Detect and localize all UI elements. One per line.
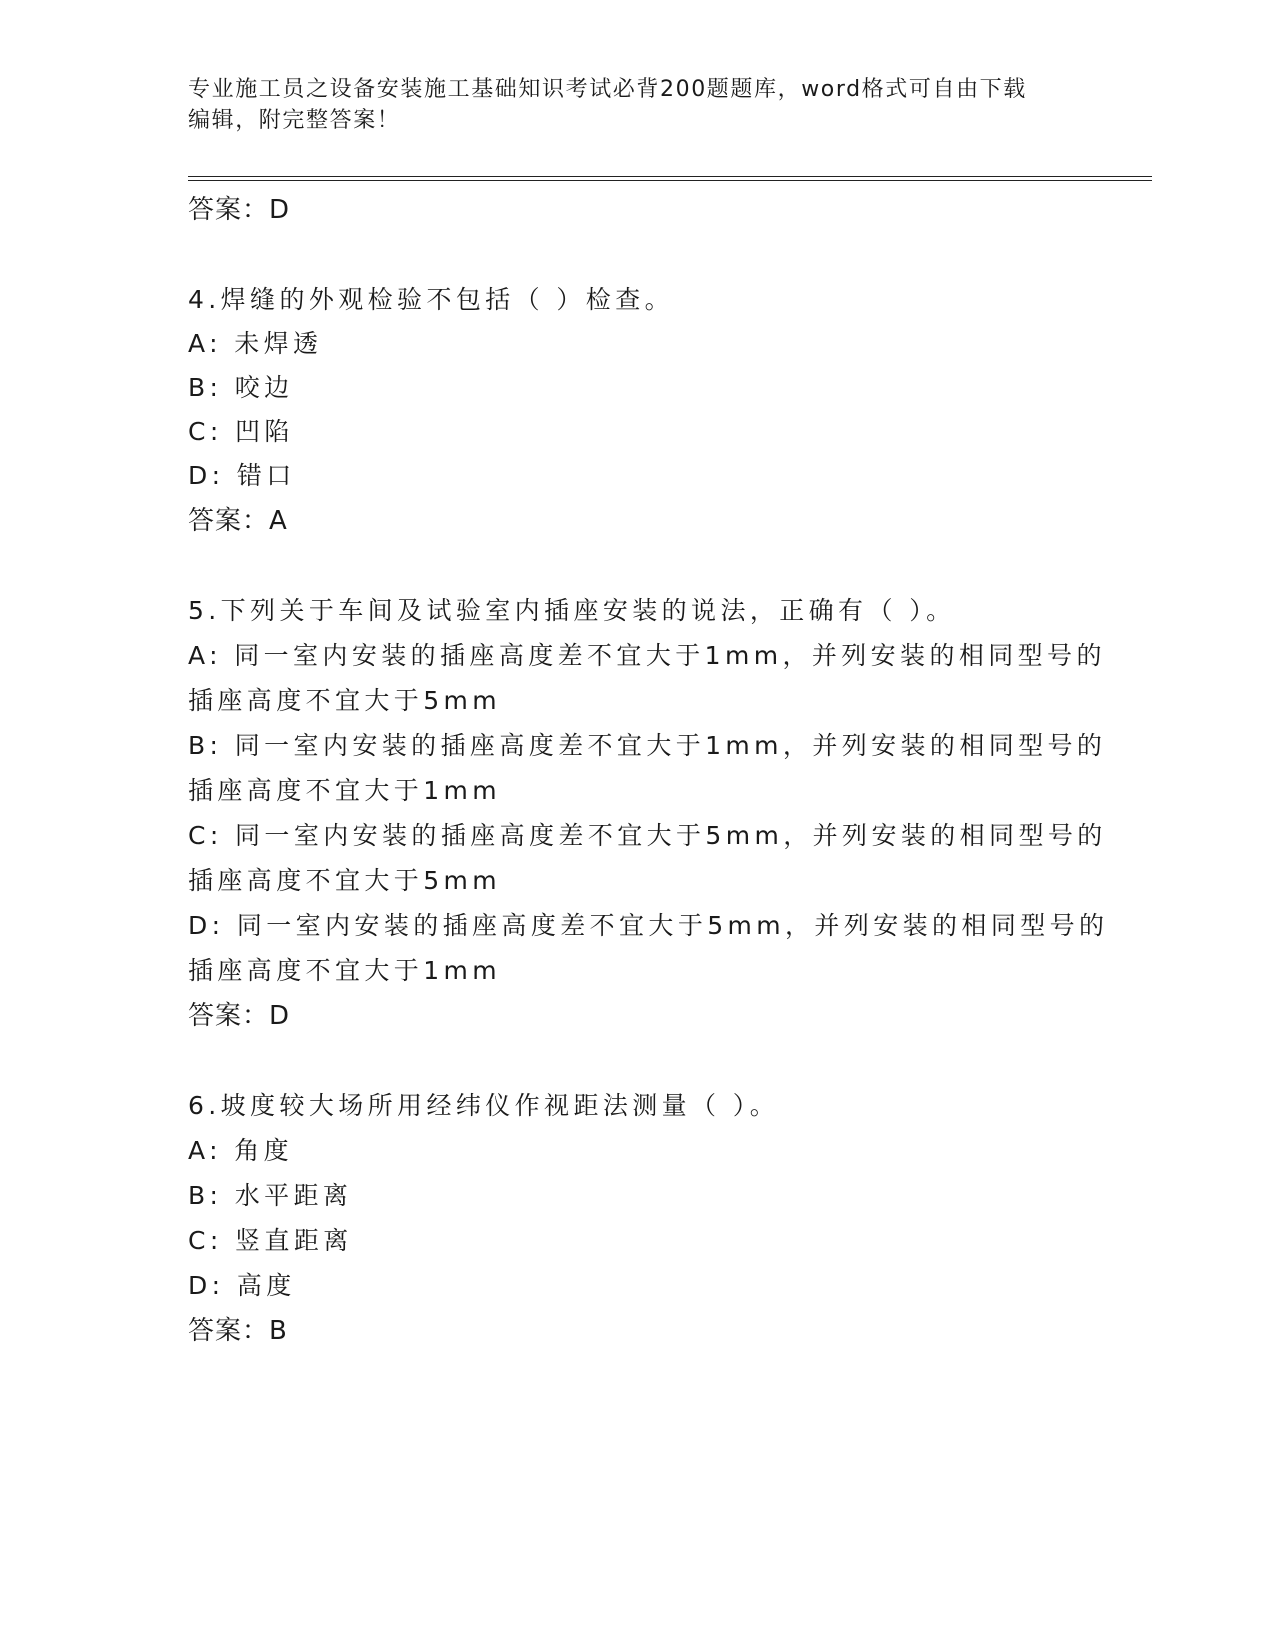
header-divider-bottom — [188, 180, 1152, 181]
answer-line — [188, 1314, 288, 1348]
header-title-line-2: 编辑，附完整答案！ — [188, 108, 401, 133]
option-b-line-1: B: 同一室内安装的插座高度差不宜大于1mm，并列安装的相同型号的 — [188, 731, 1107, 760]
option-a: A: 未焊透 — [188, 329, 323, 358]
header-divider-top — [188, 176, 1152, 177]
answer-line-prev — [188, 193, 290, 227]
answer-line — [188, 504, 288, 538]
answer-label: 答案： — [188, 506, 270, 536]
option-d: D: 错口 — [188, 461, 296, 490]
answer-value: D — [269, 1001, 291, 1031]
option-b: B: 水平距离 — [188, 1181, 353, 1210]
answer-line — [188, 999, 290, 1033]
option-d: D: 高度 — [188, 1271, 296, 1300]
option-d-line-1: D: 同一室内安装的插座高度差不宜大于5mm，并列安装的相同型号的 — [188, 911, 1109, 940]
question-stem: 6.坡度较大场所用经纬仪作视距法测量（ ）。 — [188, 1091, 780, 1120]
option-c-line-2: 插座高度不宜大于5mm — [188, 866, 502, 895]
option-c-line-1: C: 同一室内安装的插座高度差不宜大于5mm，并列安装的相同型号的 — [188, 821, 1107, 850]
option-b: B: 咬边 — [188, 373, 294, 402]
option-b-line-2: 插座高度不宜大于1mm — [188, 776, 502, 805]
option-c: C: 竖直距离 — [188, 1226, 353, 1255]
option-a-line-1: A: 同一室内安装的插座高度差不宜大于1mm，并列安装的相同型号的 — [188, 641, 1106, 670]
question-stem: 4.焊缝的外观检验不包括（ ）检查。 — [188, 285, 675, 314]
option-d-line-2: 插座高度不宜大于1mm — [188, 956, 502, 985]
option-a: A: 角度 — [188, 1136, 294, 1165]
question-stem: 5.下列关于车间及试验室内插座安装的说法，正确有（ ）。 — [188, 596, 956, 625]
option-a-line-2: 插座高度不宜大于5mm — [188, 686, 502, 715]
answer-label: 答案： — [188, 195, 270, 225]
answer-value: A — [269, 506, 288, 536]
answer-label: 答案： — [188, 1001, 270, 1031]
answer-value: D — [269, 195, 291, 225]
option-c: C: 凹陷 — [188, 417, 294, 446]
header-title-line-1: 专业施工员之设备安装施工基础知识考试必背200题题库，word格式可自由下载 — [188, 77, 1027, 102]
answer-label: 答案： — [188, 1316, 270, 1346]
answer-value: B — [269, 1316, 288, 1346]
